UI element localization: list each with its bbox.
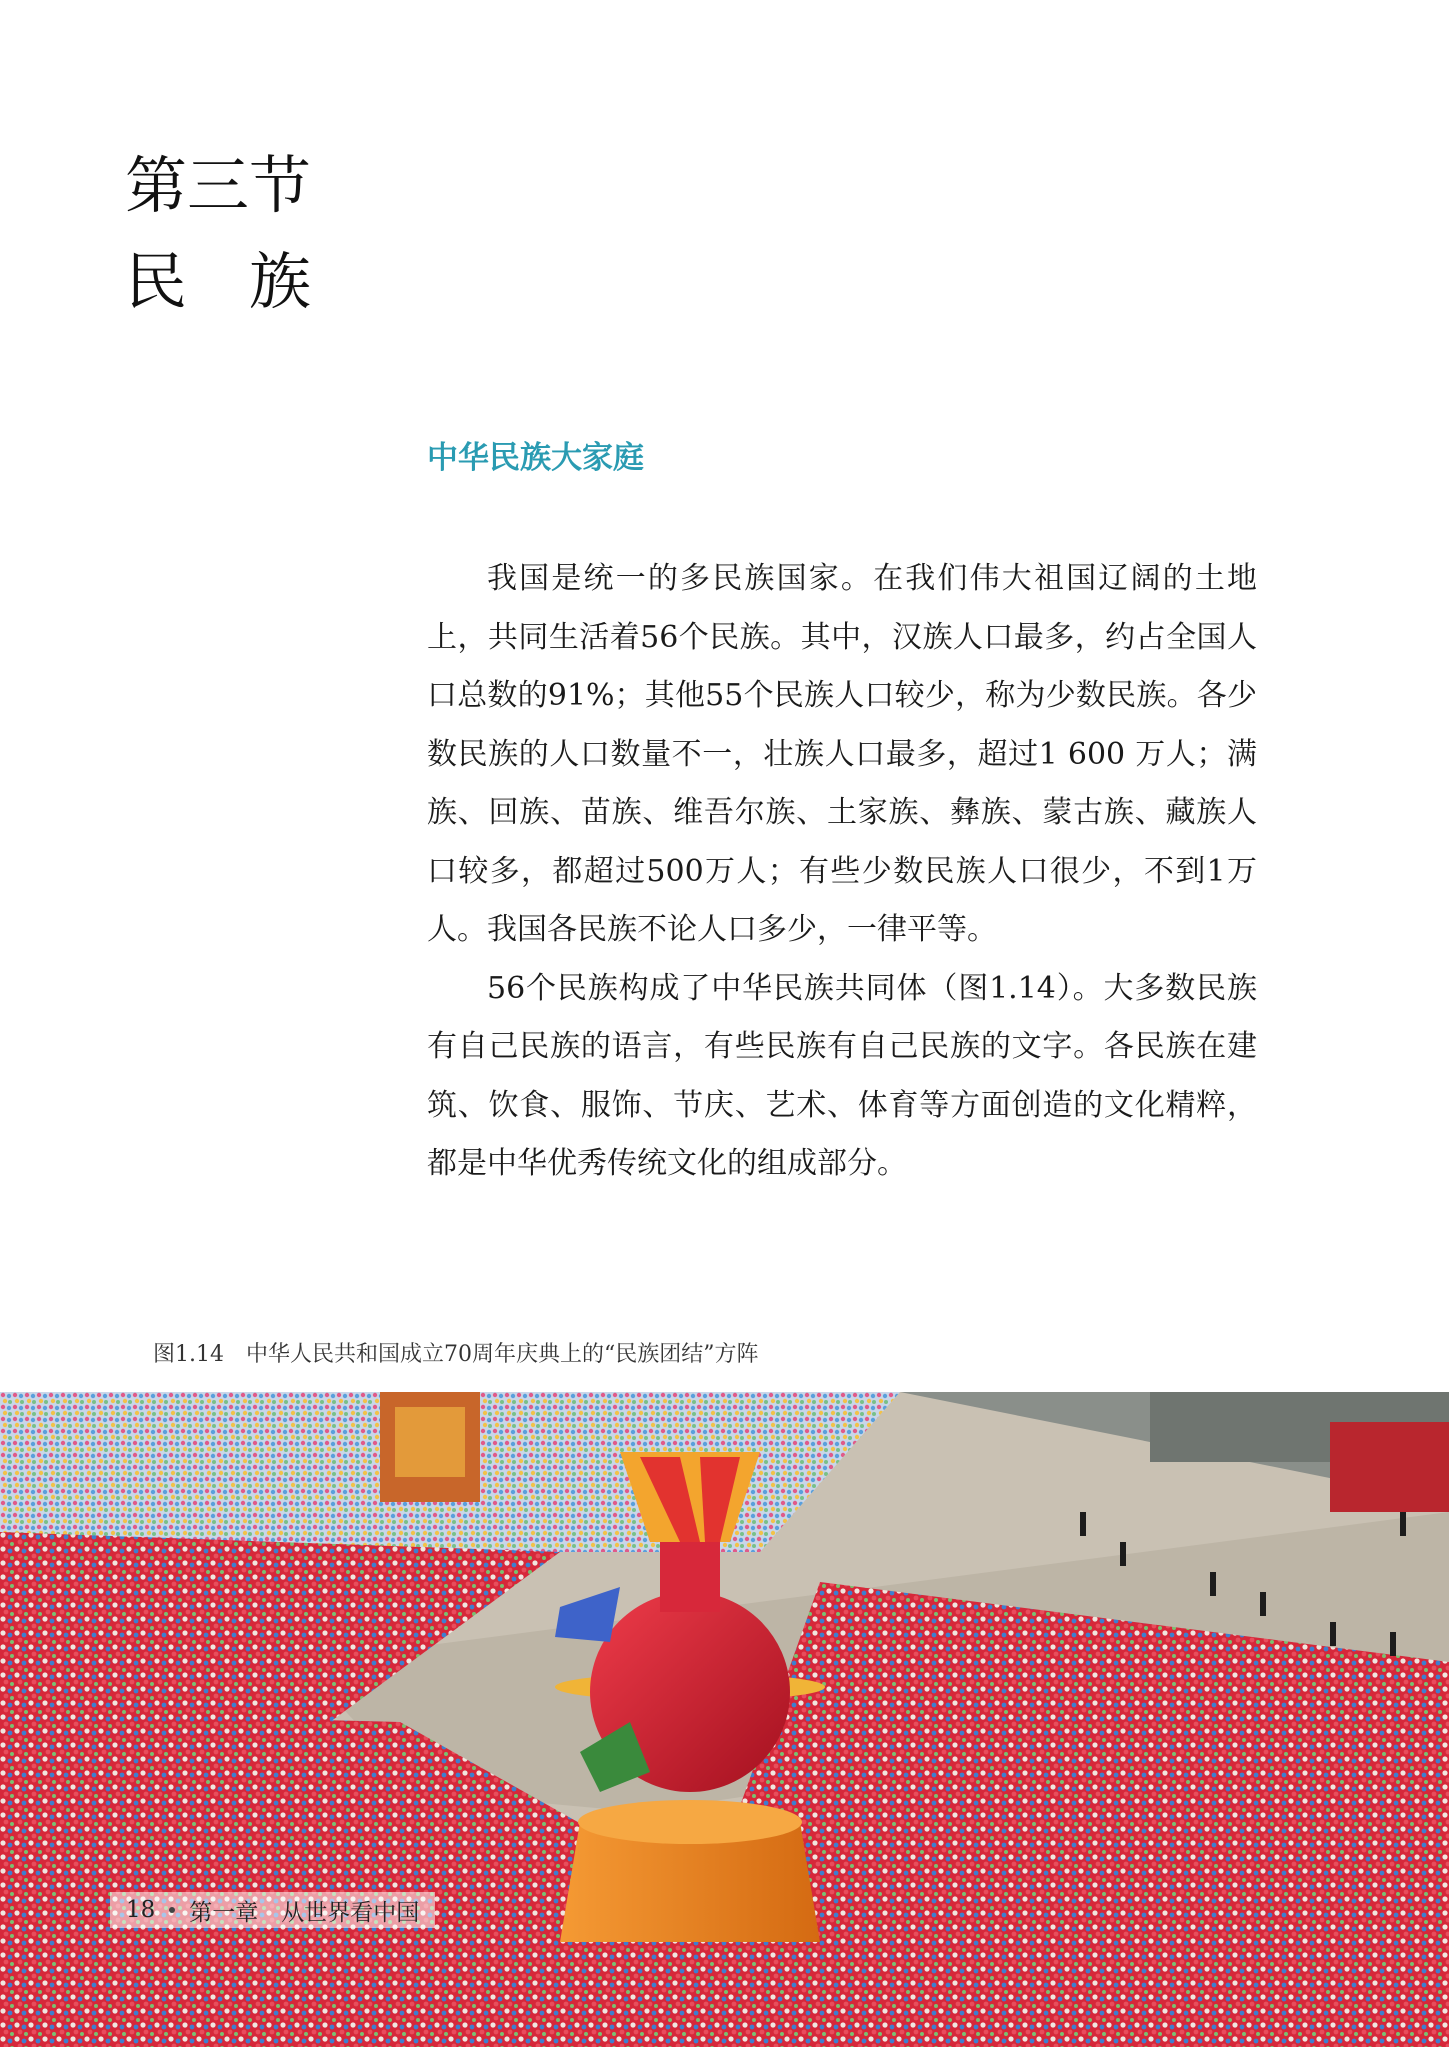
body-text [427,550,1257,1194]
section-title: 民 族 [125,245,312,318]
section-heading [125,138,311,330]
chapter-title: 第一章 从世界看中国 [189,1899,420,1926]
parade-photo [0,1392,1449,2047]
paragraph-1: 我国是统一的多民族国家。在我们伟大祖国辽阔的土地上，共同生活着56个民族。其中，汉族人口最多，约占全国人口总数的91%；其他55个民族人口较少，称为少数民族。各少数民族的人口数量不一，壮族人口最多，超过1 600 万人；满族、回族、苗族、维吾尔族、土家族、彝族、蒙古族、藏族人口较多，都超过500万人；有些少数民族人口很少，不到1万人。我国各民族不论人口多少，一律平等。 [427,561,1257,947]
figure-caption: 图1.14 中华人民共和国成立70周年庆典上的“民族团结”方阵 [153,1342,759,1367]
section-number: 第三节 [125,149,312,222]
footer-separator-dot [169,1907,175,1913]
paragraph-2: 56个民族构成了中华民族共同体（图1.14）。大多数民族有自己民族的语言，有些民族有自己民族的文字。各民族在建筑、饮食、服饰、节庆、艺术、体育等方面创造的文化精粹，都是中华优秀传统文化的组成部分。 [427,970,1257,1181]
subsection-title: 中华民族大家庭 [427,440,644,476]
page-footer [110,1892,435,1928]
page-number: 18 [126,1897,156,1923]
